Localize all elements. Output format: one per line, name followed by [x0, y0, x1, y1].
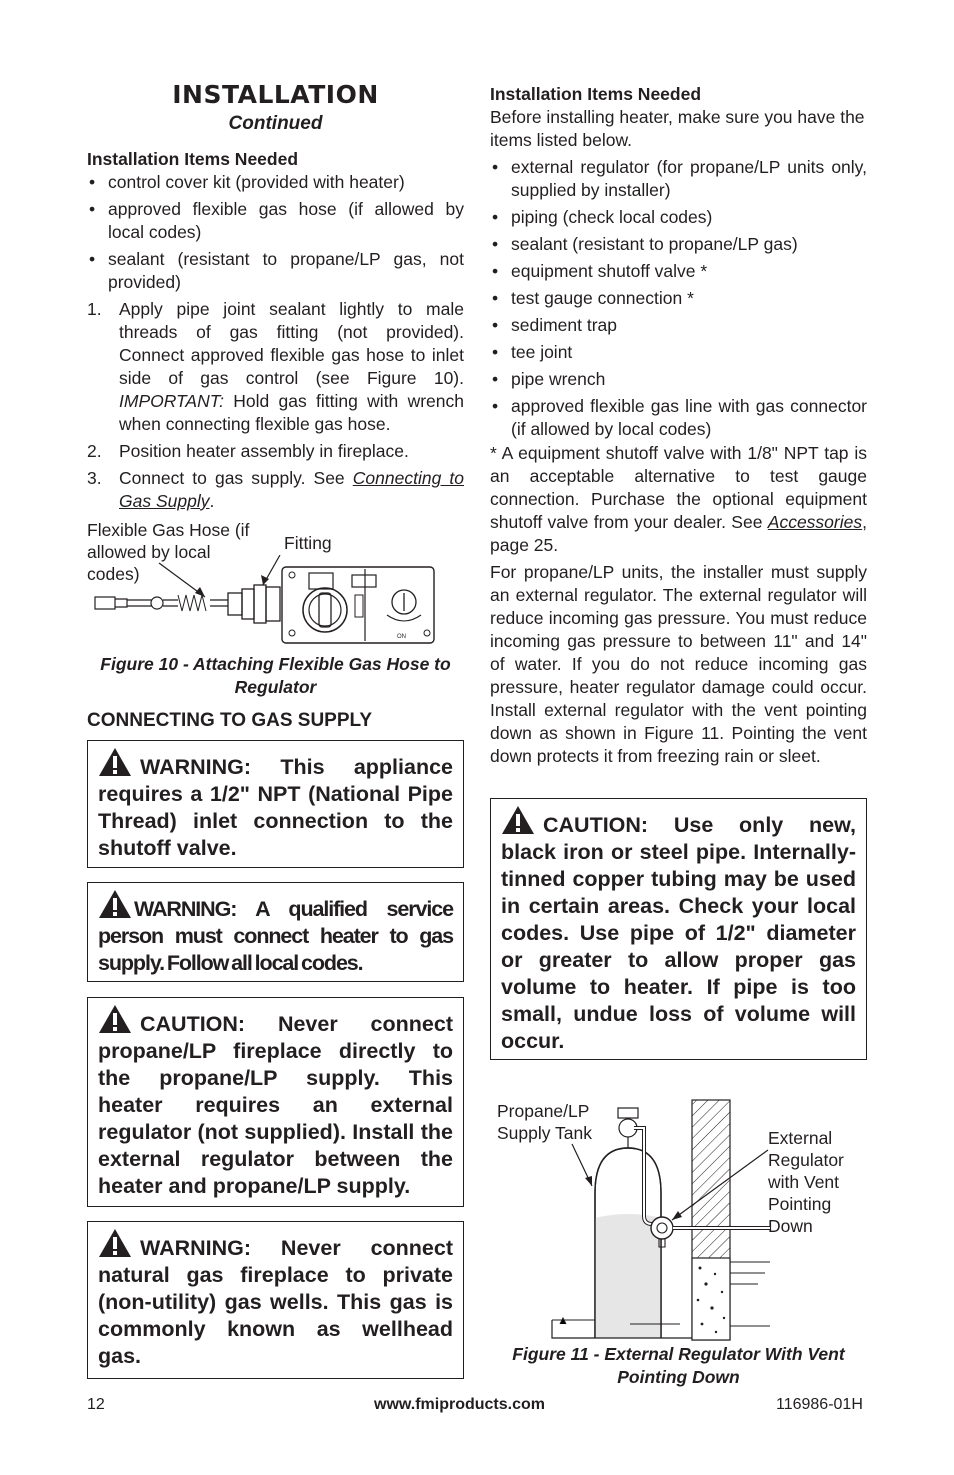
warning-box-wellhead	[87, 1221, 464, 1379]
list-item: • external regulator (for propane/LP units only, supplied by installer)	[490, 156, 867, 202]
step-number: 3.	[87, 468, 102, 488]
note-text: * A equipment shutoff valve with 1/8" NPT tap is an acceptable alternative to test gauge connection. Purchase the optional equipment shutoff valve from your dealer. See	[490, 443, 867, 532]
warning-box-npt	[87, 740, 464, 868]
accessories-link[interactable]: Accessories	[767, 512, 863, 532]
fig10-caption: Figure 10 - Attaching Flexible Gas Hose to Regulator	[100, 654, 451, 697]
document-code: 116986-01H	[776, 1396, 863, 1413]
page-subtitle: Continued	[228, 113, 323, 134]
list-item: • equipment shutoff valve *	[490, 260, 867, 283]
list-item: • approved flexible gas hose (if allowed by local codes)	[87, 198, 464, 244]
right-intro: Before installing heater, make sure you have the items listed below.	[490, 107, 865, 150]
step-text-b: .	[209, 491, 215, 511]
list-item: • sediment trap	[490, 314, 867, 337]
footer-url[interactable]: www.fmiproducts.com	[374, 1396, 545, 1413]
list-item: • approved flexible gas line with gas connector (if allowed by local codes)	[490, 395, 867, 441]
left-items-heading: Installation Items Needed	[87, 149, 299, 169]
caution-box-propane	[87, 997, 464, 1207]
step-number: 2.	[87, 441, 102, 461]
list-item: • control cover kit (provided with heater)	[87, 171, 464, 194]
step-number: 1.	[87, 299, 102, 319]
section-heading-connecting: CONNECTING TO GAS SUPPLY	[87, 710, 373, 731]
fig11-caption: Figure 11 - External Regulator With Vent Pointing Down	[512, 1344, 845, 1387]
caution-text: CAUTION: Use only new, black iron or steel pipe. Internally-tinned copper tubing may be used in certain areas. Check your local codes. Use pipe of 1/2" diameter or greater to allow proper gas volume to heater. If pipe is too small, undue loss of volume will occur.	[501, 813, 856, 1053]
fig10-hose-label: Flexible Gas Hose (if allowed by local codes)	[87, 520, 250, 584]
note-text-b: , page 25.	[490, 512, 867, 555]
step-text: Connect to gas supply. See	[119, 468, 353, 488]
step-1	[87, 298, 464, 436]
warning-triangle-icon	[98, 889, 132, 919]
page-title: INSTALLATION	[172, 80, 379, 109]
caution-text: CAUTION: Never connect propane/LP fireplace directly to the propane/LP supply. This heater requires an external regulator (not supplied). Install the external regulator between the heater and propane/LP supply.	[98, 1012, 453, 1198]
connecting-gas-link[interactable]: Connecting to Gas Supply	[119, 468, 464, 511]
warning-box-qualified	[87, 882, 464, 982]
step-text-b: Hold gas fitting with wrench when connecting flexible gas hose.	[119, 391, 464, 434]
warning-triangle-icon	[98, 747, 132, 777]
important-label: IMPORTANT:	[119, 391, 224, 411]
warning-triangle-icon	[98, 1004, 132, 1034]
caution-box-pipe	[490, 798, 867, 1060]
fig11-tank-label: Propane/LP Supply Tank	[497, 1101, 593, 1143]
right-items-heading: Installation Items Needed	[490, 84, 702, 104]
step-3	[87, 467, 464, 513]
propane-paragraph: For propane/LP units, the installer must supply an external regulator. The external regulator will reduce incoming gas pressure. You must reduce incoming gas pressure to between 11" and 14" of water. If you do not reduce incoming gas pressure, heater regulator damage could occur. Install external regulator with the vent pointing down as shown in Figure 11. Pointing the vent down protects it from freezing rain or sleet.	[490, 562, 867, 766]
fig11-illustration	[540, 1098, 780, 1346]
warning-text: WARNING: A qualified service person must connect heater to gas supply. Follow all local codes.	[98, 897, 453, 975]
install-steps	[87, 298, 464, 517]
step-2	[87, 440, 464, 463]
warning-triangle-icon	[501, 805, 535, 835]
fig11-regulator-label: External Regulator with Vent Pointing Down	[768, 1128, 844, 1236]
list-item: • pipe wrench	[490, 368, 867, 391]
fig10-illustration	[87, 555, 464, 650]
right-items-list	[490, 156, 867, 445]
list-item: • sealant (resistant to propane/LP gas)	[490, 233, 867, 256]
shutoff-note	[490, 442, 867, 557]
left-items-list	[87, 171, 464, 298]
step-text: Position heater assembly in fireplace.	[119, 441, 409, 461]
list-item: • tee joint	[490, 341, 867, 364]
list-item: • piping (check local codes)	[490, 206, 867, 229]
page-number: 12	[87, 1396, 105, 1413]
warning-triangle-icon	[98, 1228, 132, 1258]
fig10-fitting-label: Fitting	[284, 533, 332, 553]
step-text: Apply pipe joint sealant lightly to male threads of gas fitting (not provided). Connect approved flexible gas hose to inlet side of gas control (see Figure 10).	[119, 299, 464, 388]
warning-text: WARNING: This appliance requires a 1/2" NPT (National Pipe Thread) inlet connection to the shutoff valve.	[98, 755, 453, 860]
list-item: • sealant (resistant to propane/LP gas, not provided)	[87, 248, 464, 294]
valve-knob-label: ON	[397, 634, 406, 640]
warning-text: WARNING: Never connect natural gas fireplace to private (non-utility) gas wells. This gas is commonly known as wellhead gas.	[98, 1236, 453, 1368]
list-item: • test gauge connection *	[490, 287, 867, 310]
